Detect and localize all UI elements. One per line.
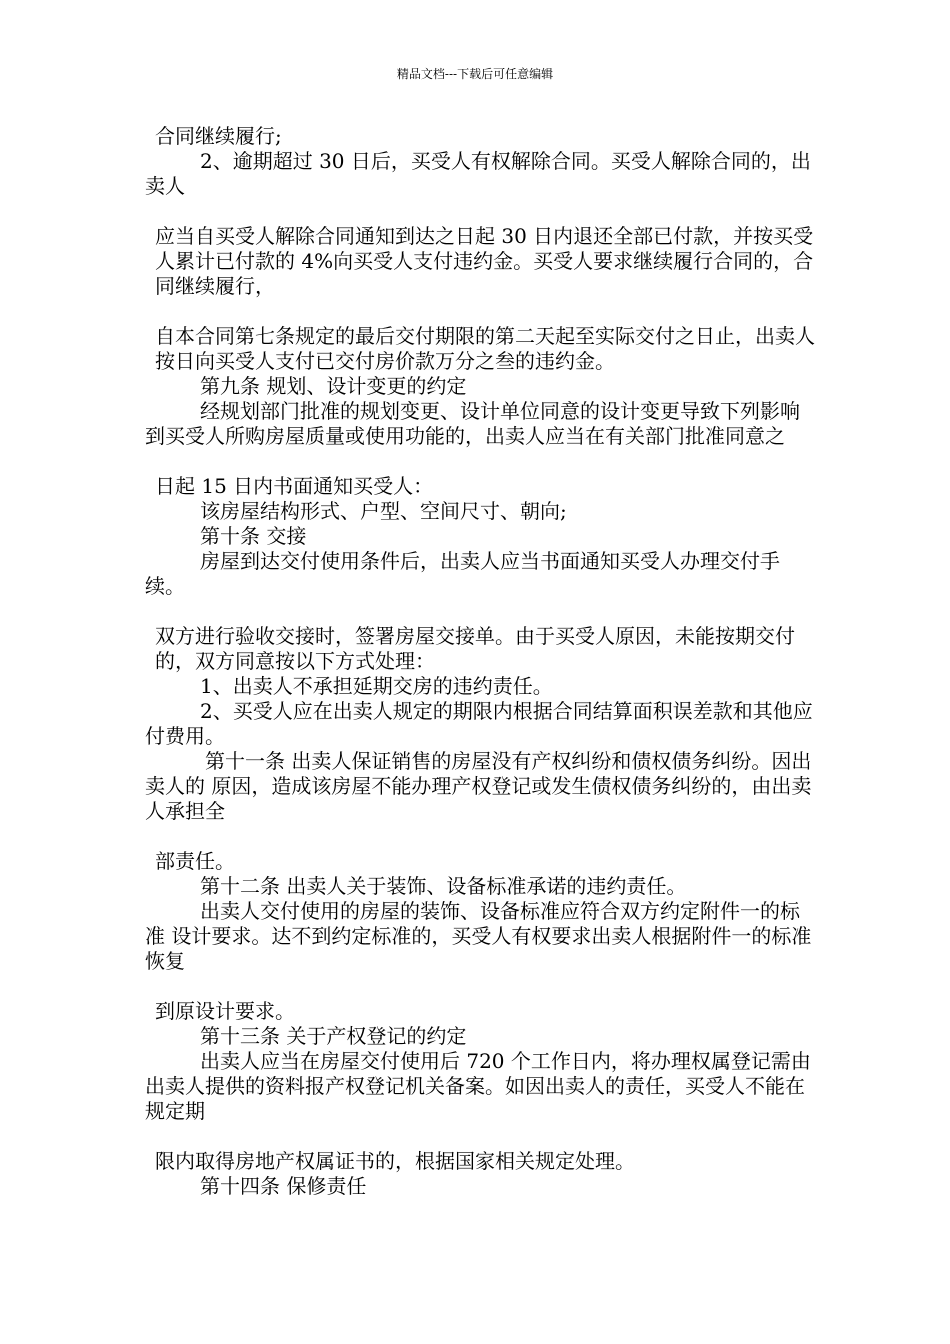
paragraph: 出卖人交付使用的房屋的装饰、设备标准应符合双方约定附件一的标准 设计要求。达不到约定标准的，买受人有权要求出卖人根据附件一的标准恢复 bbox=[145, 899, 812, 973]
paragraph: 到原设计要求。 bbox=[155, 999, 295, 1023]
paragraph: 2、买受人应在出卖人规定的期限内根据合同结算面积误差款和其他应 付费用。 bbox=[145, 699, 813, 748]
section-heading: 第十四条 保修责任 bbox=[200, 1174, 367, 1198]
paragraph: 应当自买受人解除合同通知到达之日起 30 日内退还全部已付款，并按买受人累计已付款的 4%向买受人支付违约金。买受人要求继续履行合同的，合同继续履行， bbox=[155, 224, 814, 298]
page-header: 精品文档---下载后可任意编辑 bbox=[396, 67, 554, 81]
paragraph: 房屋到达交付使用条件后，出卖人应当书面通知买受人办理交付手续。 bbox=[145, 549, 780, 598]
paragraph: 双方进行验收交接时，签署房屋交接单。由于买受人原因，未能按期交付的，双方同意按以下方式处理： bbox=[155, 624, 795, 673]
section-heading: 第十二条 出卖人关于装饰、设备标准承诺的违约责任。 bbox=[200, 874, 687, 898]
paragraph: 1、出卖人不承担延期交房的违约责任。 bbox=[200, 674, 553, 698]
section-heading: 第十一条 出卖人保证销售的房屋没有产权纠纷和债权债务纠纷。因出卖人的 原因，造成该房屋不能办理产权登记或发生债权债务纠纷的，由出卖人承担全 bbox=[145, 749, 812, 823]
section-heading: 第九条 规划、设计变更的约定 bbox=[200, 374, 467, 398]
paragraph: 经规划部门批准的规划变更、设计单位同意的设计变更导致下列影响 到买受人所购房屋质量或使用功能的，出卖人应当在有关部门批准同意之 bbox=[145, 399, 800, 448]
paragraph: 部责任。 bbox=[155, 849, 235, 873]
paragraph: 2、逾期超过 30 日后，买受人有权解除合同。买受人解除合同的，出卖人 bbox=[145, 149, 811, 198]
section-heading: 第十条 交接 bbox=[200, 524, 307, 548]
paragraph: 自本合同第七条规定的最后交付期限的第二天起至实际交付之日止，出卖人 按日向买受人支付已交付房价款万分之叁的违约金。 bbox=[155, 324, 815, 373]
paragraph: 该房屋结构形式、户型、空间尺寸、朝向; bbox=[200, 499, 567, 523]
section-heading: 第十三条 关于产权登记的约定 bbox=[200, 1024, 467, 1048]
paragraph: 日起 15 日内书面通知买受人： bbox=[155, 474, 434, 498]
paragraph: 合同继续履行; bbox=[155, 124, 282, 148]
document-body bbox=[145, 124, 815, 1199]
paragraph: 限内取得房地产权属证书的，根据国家相关规定处理。 bbox=[155, 1149, 635, 1173]
paragraph: 出卖人应当在房屋交付使用后 720 个工作日内，将办理权属登记需由出卖人提供的资料报产权登记机关备案。如因出卖人的责任，买受人不能在规定期 bbox=[145, 1049, 811, 1123]
